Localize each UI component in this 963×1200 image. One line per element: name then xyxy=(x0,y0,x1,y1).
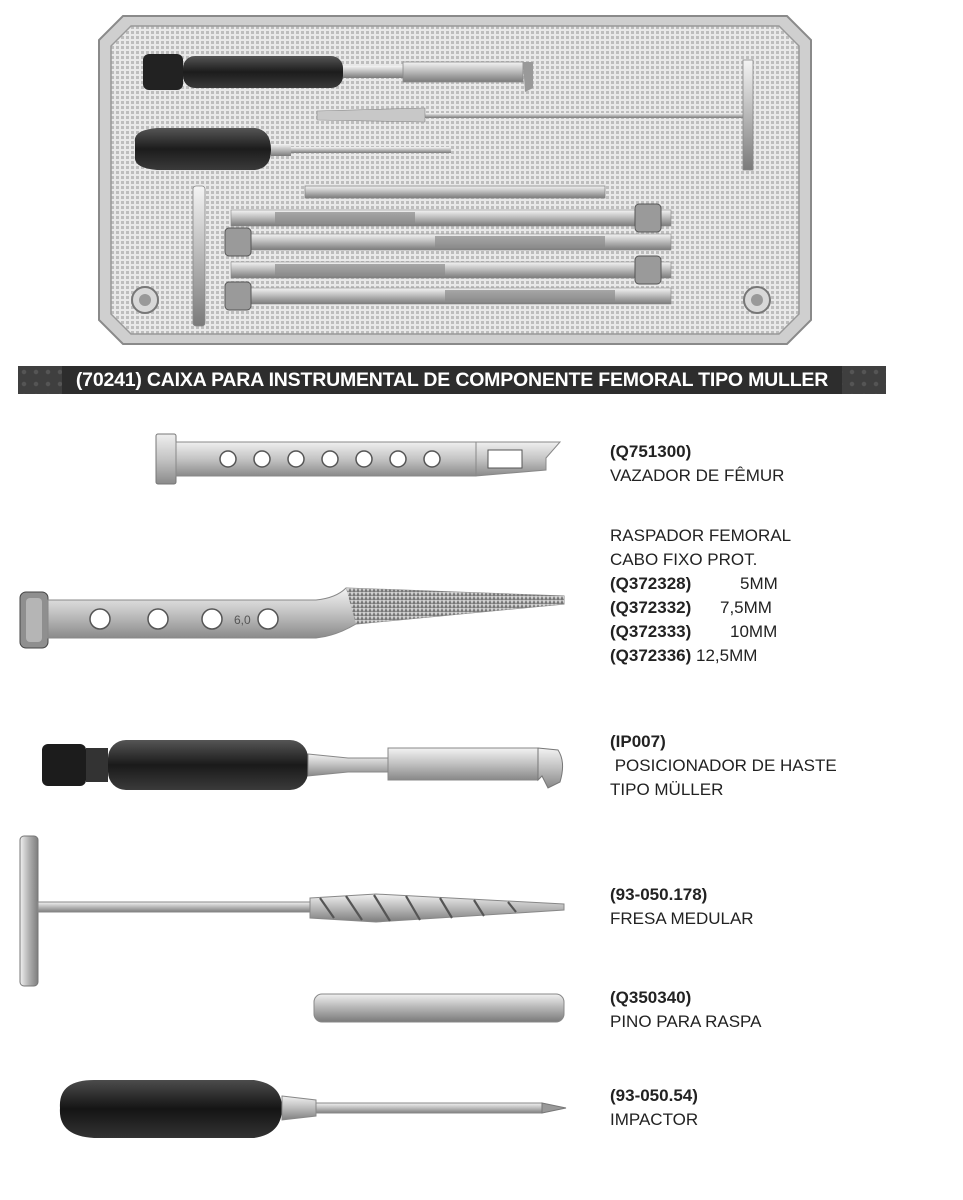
stem-positioner-image xyxy=(38,732,570,798)
item-impactor xyxy=(610,1084,698,1132)
product-name-line2: CABO FIXO PROT. xyxy=(610,550,758,569)
variant-size: 5MM xyxy=(740,574,778,593)
product-name: VAZADOR DE FÊMUR xyxy=(610,466,785,485)
medullary-reamer-image xyxy=(16,832,568,992)
product-code: (93-050.54) xyxy=(610,1086,698,1105)
variant-row xyxy=(610,644,791,668)
product-name: IMPACTOR xyxy=(610,1110,699,1129)
product-name-line1: POSICIONADOR DE HASTE xyxy=(610,756,837,775)
title-banner xyxy=(18,366,886,394)
product-code: (Q751300) xyxy=(610,442,692,461)
product-name: FRESA MEDULAR xyxy=(610,909,754,928)
femur-punch-image xyxy=(150,430,570,488)
variant-row xyxy=(610,596,791,620)
item-medullary-reamer xyxy=(610,883,754,931)
variant-size: 7,5MM xyxy=(720,598,772,617)
instrument-tray-image xyxy=(95,10,815,350)
banner-title: (70241) CAIXA PARA INSTRUMENTAL DE COMPONENTE FEMORAL TIPO MULLER xyxy=(62,366,842,394)
variant-size: 10MM xyxy=(730,622,778,641)
variant-code: (Q372336) xyxy=(610,646,692,665)
product-code: (Q350340) xyxy=(610,988,692,1007)
product-code: (93-050.178) xyxy=(610,885,708,904)
variant-row xyxy=(610,572,791,596)
rasp-pin-image xyxy=(312,990,568,1026)
rasp-engraving: 6,0 xyxy=(234,613,251,627)
variant-code: (Q372332) xyxy=(610,598,692,617)
item-femoral-rasp xyxy=(610,524,791,668)
impactor-image xyxy=(54,1074,570,1144)
item-rasp-pin xyxy=(610,986,761,1034)
product-code: (IP007) xyxy=(610,732,666,751)
product-name-line2: TIPO MÜLLER xyxy=(610,780,724,799)
item-femur-punch xyxy=(610,440,784,488)
variant-size: 12,5MM xyxy=(696,646,758,665)
item-stem-positioner xyxy=(610,730,837,802)
variant-row xyxy=(610,620,791,644)
product-name-line1: RASPADOR FEMORAL xyxy=(610,526,792,545)
femoral-rasp-image xyxy=(16,584,568,656)
product-name: PINO PARA RASPA xyxy=(610,1012,762,1031)
variant-code: (Q372328) xyxy=(610,574,692,593)
variant-code: (Q372333) xyxy=(610,622,692,641)
